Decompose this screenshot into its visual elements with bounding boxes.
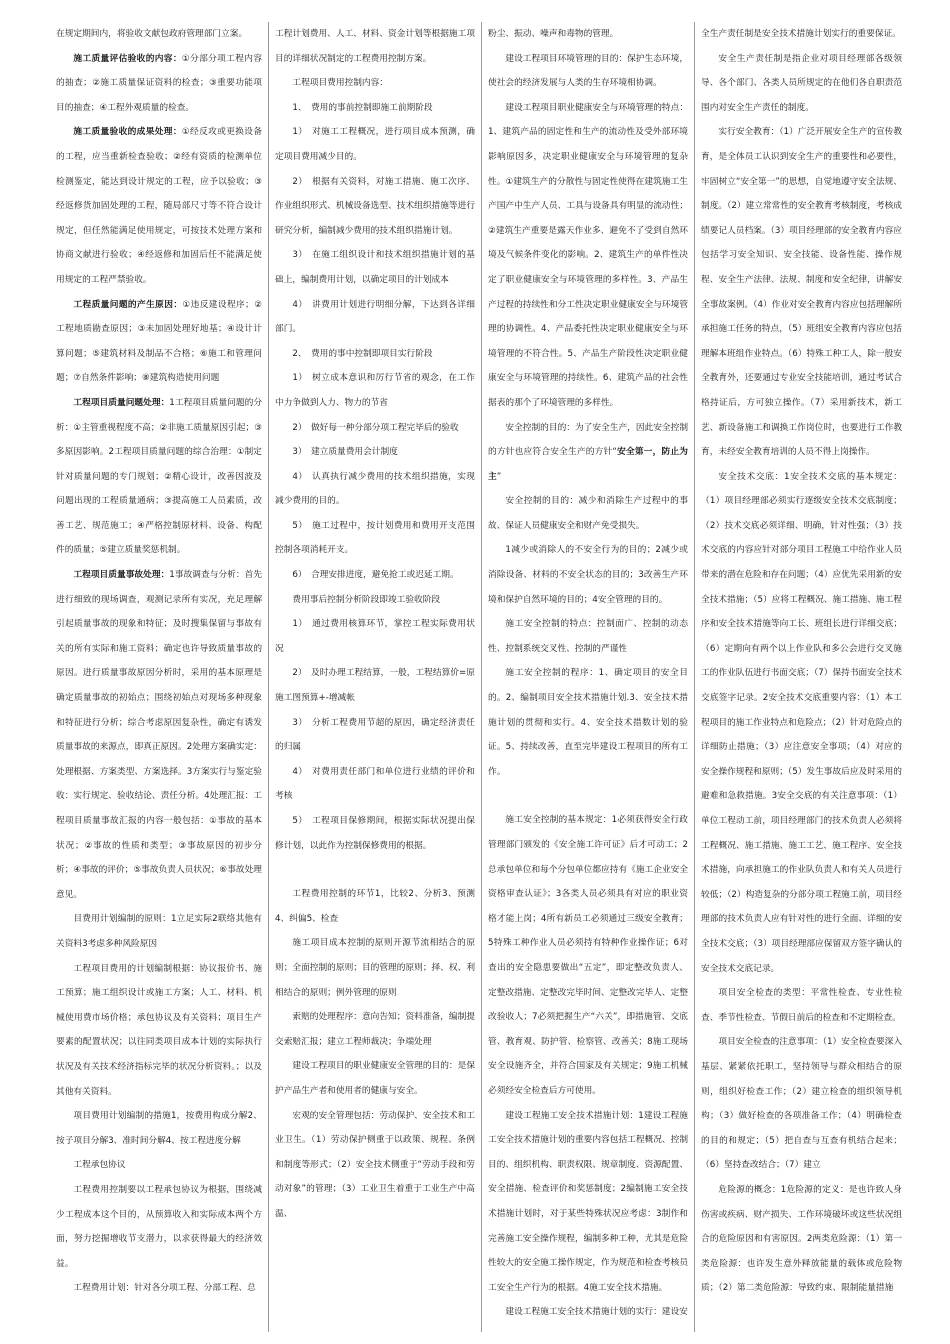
paragraph-heading: 工程项目质量问题处理： [73,397,170,408]
paragraph-text: 2） 根据有关资料，对施工措施、施工次序、作业组织形式、机械设备选型、技术组织措施等进行研究分析，编制减少费用的技术组织措施计划。 [275,176,475,236]
paragraph-heading: 施工质量验收的成果处理： [73,127,182,138]
paragraph [56,563,262,907]
paragraph-text: 建设工程项目的职业健康安全管理的目的：是保护产品生产者和使用者的健康与安全。 [275,1061,475,1096]
emphasized-text: 安全第一，防止为主 [488,447,688,482]
paragraph [488,661,688,784]
paragraph-text: 施工安全控制的特点：控制面广、控制的动态性、控制系统交叉性、控制的严谨性 [488,619,688,654]
paragraph-text: 建设工程施工安全技术措施计划的实行：建设安 [505,1307,688,1318]
paragraph-text: 建设工程项目职业健康安全与环境管理的特点：1、建筑产品的固定性和生产的流动性及受外部环境影响原因多，决定职业健康安全与环境管理的复杂性。①建筑生产的分散性与固定性使得在建筑施工生产国产中生产人员、工具与设备具有明显的流动性；②建筑生产重要是露天作业多、避免不了受到自然环境及气候条件变化的影响。2、建筑生产的单件性决定了职业健康安全与环境管理的多样性。3、产品生产过程的持续性和分工性决定职业健康安全与环境管理的协调性。4、产品委托性决定职业健康安全与环境管理的不符合性。5、产品生产阶段性决定职业健康安全与环境管理的持续性。6、建筑产品的社会性据表的那个了环境管理的多样性。 [488,102,688,408]
paragraph-text: 1） 对施工工程概况，进行项目成本预测，确定项目费用减少目的。 [275,127,475,162]
paragraph-text: 目费用计划编制的原则：1立足实际2联络其他有关资料3考虑多种风险原因 [56,914,262,949]
paragraph [488,538,688,612]
paragraph-text: 2） 做好每一种分部分项工程完毕后的验收 [292,422,459,433]
paragraph-text: 3） 建立质量费用会计制度 [292,447,398,458]
paragraph [275,1104,475,1227]
paragraph [275,563,475,588]
paragraph [56,22,262,47]
paragraph [56,120,262,292]
paragraph [275,514,475,563]
paragraph [488,416,688,490]
paragraph [56,391,262,563]
paragraph [701,47,902,121]
paragraph [275,342,475,367]
paragraph-text: 3） 在施工组织设计和技术组织措施计划的基础上，编制费用计划，以确定项目的计划成本 [275,250,475,285]
paragraph-text: 5） 施工过程中，按计划费用和费用开支范围控制各项消耗开支。 [275,520,475,556]
paragraph [56,1276,262,1301]
paragraph [275,1005,475,1054]
paragraph [488,22,688,47]
paragraph-text: 安全技术交底：1安全技术交底的基本规定：（1）项目经理部必须实行逐级安全技术交底制度；（2）技术交底必须详细、明确，针对性强；（3）技术交底的内容应针对部分项目工程施工中给作业人员带来的潜在危险和存在问题；（4）应优先采用新的安全技术措施；（5）应将工程概况、施工措施、施工程序和安全技术措施等向工长、班组长进行详细交底；（6）定期向有两个以上作业队和多公会进行交叉施工的作业队伍进行书面交底；（7）保持书面安全技术交底签字记录。2安全技术交底重要内容：（1）本工程项目的施工作业特点和危险点；（2）针对危险点的详细防止措施；（3）应注意安全事项；（4）对应的安全操作规程和原则；（5）发生事故后应及时采用的避难和急救措施。3安全交底的有关注意事项：（1）单位工程动工前，项目经理部门的技术负责人必须将工程概况、施工措施、施工工艺、施工程序、安全技术措施，向承担施工的作业队负责人和有关人员进行较低；（2）构造复杂的分部分项工程施工前，项目经理部的技术负责人应有针对性的进行全面、详细的安全技术交底；（3）项目经理部应保留双方签字确认的安全技术交底记录。 [701,471,902,974]
paragraph [275,931,475,1005]
paragraph [275,22,475,71]
paragraph-text: 项目安全检查的注意事项：（1）安全检查要深入基层、紧紧依托职工，坚持领导与群众相结合的原则，组织好检查工作；（2）建立检查的组织领导机构；（3）做好检查的各项准备工作；（4）明确检查的目的和规定；（5）把自查与互查有机结合起来；（6）坚持查改结合；（7）建立 [701,1037,903,1171]
paragraph [275,440,475,465]
paragraph [275,366,475,415]
paragraph-text: 安全控制的目的：为了安全生产，因此安全控制的方针也应符合安全生产的方针“ [488,422,688,458]
text-column-2 [269,22,482,1332]
paragraph [56,907,262,956]
paragraph-text: 实行安全教育：（1）广泛开展安全生产的宣传教育，是全体员工认识到安全生产的重要性和必要性，牢固树立“安全第一”的思想，自觉地遵守安全法规、制度。（2）建立常常性的安全教育考核制度，考核成绩要记人员档案。（3）项目经理部的安全教育内容应包括学习安全知识、安全技能、设备性能、操作规程、安全生产法律、法规、制度和安全纪律，讲解安全事故案例。（4）作业对安全教育内容应包括理解所承担施工任务的特点，（5）班组安全教育内容应包括理解本班组作业特点。（6）特殊工种工人，除一般安全教育外，还要通过专业安全技能培训，通过考试合格持证后，方可独立操作。（7）采用新技术，新工艺、新设备施工和调换工作岗位时，也要进行工作教育，未经安全教育培训的人员不得上岗操作。 [701,127,903,458]
paragraph [56,957,262,1105]
paragraph [275,809,475,858]
paragraph [275,120,475,169]
paragraph-text: 2、 费用的事中控制即项目实行阶段 [292,348,433,359]
paragraph-text: 在规定期间内，将验收文献包政府管理部门立案。 [56,29,248,39]
paragraph-text: 施工安全控制的程序：1、确定项目的安全目的。2、编制项目安全技术措施计划.3、安全技术措施计划的贯彻和实行。4、安全技术措数计划的验证。5、持续改善，直至完毕建设工程项目的所有工作。 [488,668,688,777]
paragraph [275,661,475,710]
paragraph-text: 施工项目成本控制的原则开源节流相结合的原则；全面控制的原则；目的管理的原则；择、权、利相结合的原则；例外管理的原则 [275,938,475,998]
paragraph-heading: 工程质量问题的产生原因： [73,299,183,310]
paragraph-text: 项目安全检查的类型：平常性检查、专业性检查、季节性检查、节假日前后的检查和不定期检查。 [701,988,902,1023]
paragraph-heading: 施工质量评估验收的内容： [73,53,182,64]
paragraph [275,243,475,292]
paragraph [488,47,688,96]
paragraph-text: 工程费用控制要以工程承包协议为根据，围绕减少工程成本这个目的，从预算收入和实际成本两个方面，努力挖掘增收节支潜力，以求获得最大的经济效益。 [56,1184,262,1269]
paragraph-text: 1工程项目质量问题的分析：①主管重视程度不高；②非施工质量原因引起；③多原因影响。2工程项目质量问题的综合治理：①制定针对质量问题的专门规划；②精心设计，改善因波及问题出现的工程质量通病；③提高施工人员素质，改善工艺、规范施工；④严格控制原材料、设备、构配件的质量；⑤建立质量奖惩机制。 [56,397,263,556]
paragraph-text: 2） 及时办理工程结算，一般，工程结算价=原施工图预算+-增减帐 [275,668,475,704]
paragraph-text: 安全生产责任制是指企业对项目经理部各级领导、各个部门、各类人员所规定的在他们各自职责范围内对安全生产责任的制度。 [701,53,902,113]
paragraph-text: 工程承包协议 [73,1160,126,1171]
paragraph-text: 4） 对费用责任部门和单位进行业绩的评价和考核 [275,766,475,802]
document-page [56,22,940,1332]
text-column-3 [482,22,695,1332]
paragraph-text: 1） 树立成本意识和厉行节省的观念，在工作中力争做到人力、物力的节省 [275,373,475,408]
paragraph [488,1300,688,1325]
paragraph [275,588,475,613]
text-column-1 [56,22,269,1332]
paragraph-text: 安全控制的目的：减少和消除生产过程中的事故、保证人员健康安全和财产免受损失。 [488,496,688,531]
paragraph-spacer [488,784,688,808]
paragraph-text: 1、 费用的事前控制即施工前期阶段 [292,102,433,113]
paragraph-text: 施工安全控制的基本规定：1必须获得安全行政管理部门颁发的《安全施工许可证》后才可动工；2总承包单位和每个分包单位都应持有《施工企业安全资格审查认证》；3各类人员必须具有对应的职业资格才能上岗；4所有新员工必须通过三级安全教育；5特殊工种作业人员必须持有特种作业操作证；6对查出的安全隐患要做出“五定”，即定整改负责人、定整改措施、定整改完毕时间、定整改完毕人、定整改验收人；7必须把握生产“六关”，即措施管、交底管、教育观、防护管、检察管、改善关；8施工现场安全设施齐全，并符合国家及有关规定；9施工机械必须经安全检查后方可使用。 [488,815,688,1096]
paragraph [275,612,475,661]
paragraph-text: 1） 通过费用核算环节，掌控工程实际费用状况 [275,619,475,654]
paragraph [488,808,688,1103]
paragraph [701,1030,902,1178]
paragraph-text: 工程计划费用、人工、材料、资金计划等根据施工项目的详细状况制定的工程费用控制方案。 [275,29,475,64]
paragraph [56,293,262,391]
paragraph-text: 4） 认真执行减少费用的技术组织措施，实现减少费用的目的。 [275,471,475,507]
paragraph [275,416,475,441]
paragraph-text-tail: ” [496,471,502,482]
paragraph [275,760,475,809]
paragraph-spacer [275,858,475,882]
paragraph-text: 4） 讲费用计划进行明细分解，下达到各详细部门。 [275,299,475,335]
paragraph-text: 危险源的概念：1危险源的定义：是也许致人身伤害或疾病、财产损失、工作环境破坏或这些状况组合的危险原因和有害原因。2两类危险源：（1）第一类危险源：也许发生意外释放能量的载体或危险物质；（2）第二类危险源：导致约束、限制能量措施 [701,1184,902,1294]
paragraph-text: 建设工程施工安全技术措施计划：1建设工程施工安全技术措施计划的重要内容包括工程概况、控制目的、组织机构、职责权限、规章制度、资源配置、安全措施、检查评价和奖惩制度；2编制施工安全技术措施计划时，对于某些特殊状况应考虑：3制作和完善施工安全操作规程，编制多种工种，尤其是危险性较大的安全施工操作规定，作为规范和检查考核员工安全生产行为的根据。4施工安全技术措施。 [488,1110,688,1293]
paragraph-text: 建设工程项目环境管理的目的：保护生态环境，使社会的经济发展与人类的生存环境相协调。 [488,53,688,89]
paragraph-text: 工程费用计划：针对各分项工程、分部工程、总 [73,1283,256,1294]
paragraph [701,1178,902,1301]
paragraph [488,96,688,416]
paragraph-text: 1事故调查与分析：首先进行细致的现场调查，观测记录所有实况，充足理解引起质量事故的现象和特征；及时搜集保留与事故有关的所有实际和施工资料；确定也许导致质量事故的原因。进行质量事故原因分析时，采用的基本原理是确定质量事故的初始点；围绕初始点对现场多种现象和特征进行分析；综合考虑原因复杂性，确定有诱发质量事故的来源点，即真正原因。2处理方案确实定：处理根据、方案类型、方案选择。3方案实行与鉴定验收：实行规定、验收结论、责任分析。4处理汇报：工程项目质量事故汇报的内容一般包括：①事故的基本状况；②事故的性质和类型；③事故原因的初步分析；④事故的评价；⑤事故负责人员状况；⑥事故处理意见。 [56,570,263,900]
paragraph [488,1104,688,1301]
paragraph-text: 5） 工程项目保修期间，根据实际状况提出保修计划，以此作为控制保修费用的根据。 [275,816,475,851]
paragraph-text: 3） 分析工程费用节超的原因，确定经济责任的归属 [275,717,475,753]
paragraph [56,1153,262,1178]
paragraph [275,465,475,514]
paragraph-text: 索赔的处理程序：意向告知；资料准备，编制提交索赔汇报；建立工程师裁决；争端处理 [275,1012,475,1047]
paragraph [275,170,475,244]
paragraph-text: ①违反建设程序；②工程地质勘查原因；③未加固处理好地基；④设计计算问题；⑤建筑材料及制品不合格；⑥施工和管理问题；⑦自然条件影响；⑧建筑构造使用问题 [56,299,262,384]
text-column-4 [695,22,908,1332]
paragraph [56,1178,262,1276]
paragraph [275,711,475,760]
paragraph-text: 项目费用计划编制的措施1，按费用构成分解2、按子项目分解3、准时间分解4、按工程进度分解 [56,1111,262,1146]
paragraph [275,1054,475,1103]
paragraph [701,981,902,1030]
paragraph-text: ①经反攻或更换设备的工程，应当重新检查验收；②经有资质的检测单位检测鉴定，能达到设计规定的工程，应予以验收；③经返修货加固处理的工程，随局部尺寸等不符合设计规定，但任然能满足使用规定，可按技术处理方案和协商文献进行验收；④经返修和加固后任不能满足使用规定的工程严禁验收。 [56,127,263,285]
paragraph-text: 全生产责任制是安全技术措施计划实行的重要保证。 [701,29,901,39]
paragraph [275,96,475,121]
paragraph-text: 费用事后控制分析阶段即竣工验收阶段 [292,594,441,605]
paragraph [701,120,902,464]
paragraph-text: 1减少或消除人的不安全行为的目的；2减少或消除设备、材料的不安全状态的目的；3改善生产环境和保护自然环境的目的；4安全管理的目的。 [488,545,688,605]
paragraph-text: 粉尘、振动、噪声和毒物的管理。 [488,29,619,39]
paragraph-text: ①分部分项工程内容的抽查；②施工质量保证资料的检查；③重要功能项目的抽查；④工程外观质量的检查。 [56,53,263,113]
paragraph-text: 6） 合理安排进度，避免抢工或迟延工期。 [292,570,459,581]
paragraph [275,882,475,931]
paragraph-heading: 工程项目质量事故处理： [73,570,170,581]
paragraph [701,22,902,47]
paragraph [488,612,688,661]
paragraph [701,465,902,981]
paragraph [56,1104,262,1153]
paragraph [275,293,475,342]
paragraph-text: 工程项目费用控制内容： [292,78,388,89]
paragraph-text: 宏观的安全管理包括：劳动保护、安全技术和工业卫生。（1）劳动保护侧重于以政策、规程、条例和制度等形式；（2）安全技术侧重于“劳动手段和劳动对象”的管理；（3）工业卫生着重于工业生产中高温、 [275,1110,475,1219]
paragraph [275,71,475,96]
paragraph [56,47,262,121]
paragraph-text: 工程费用控制的环节1，比较2、分析3、预测4、纠偏5、检查 [275,889,475,924]
paragraph-text: 工程项目费用的计划编制根据：协议报价书、施工预算；施工组织设计或施工方案；人工、材料、机械使用费市场价格；承包协议及有关资料；项目生产要素的配置状况；以往同类项目成本计划的实际执行状况及有关技术经济指标完毕的状况分析资料。；以及其他有关资料。 [56,963,262,1097]
paragraph [488,489,688,538]
